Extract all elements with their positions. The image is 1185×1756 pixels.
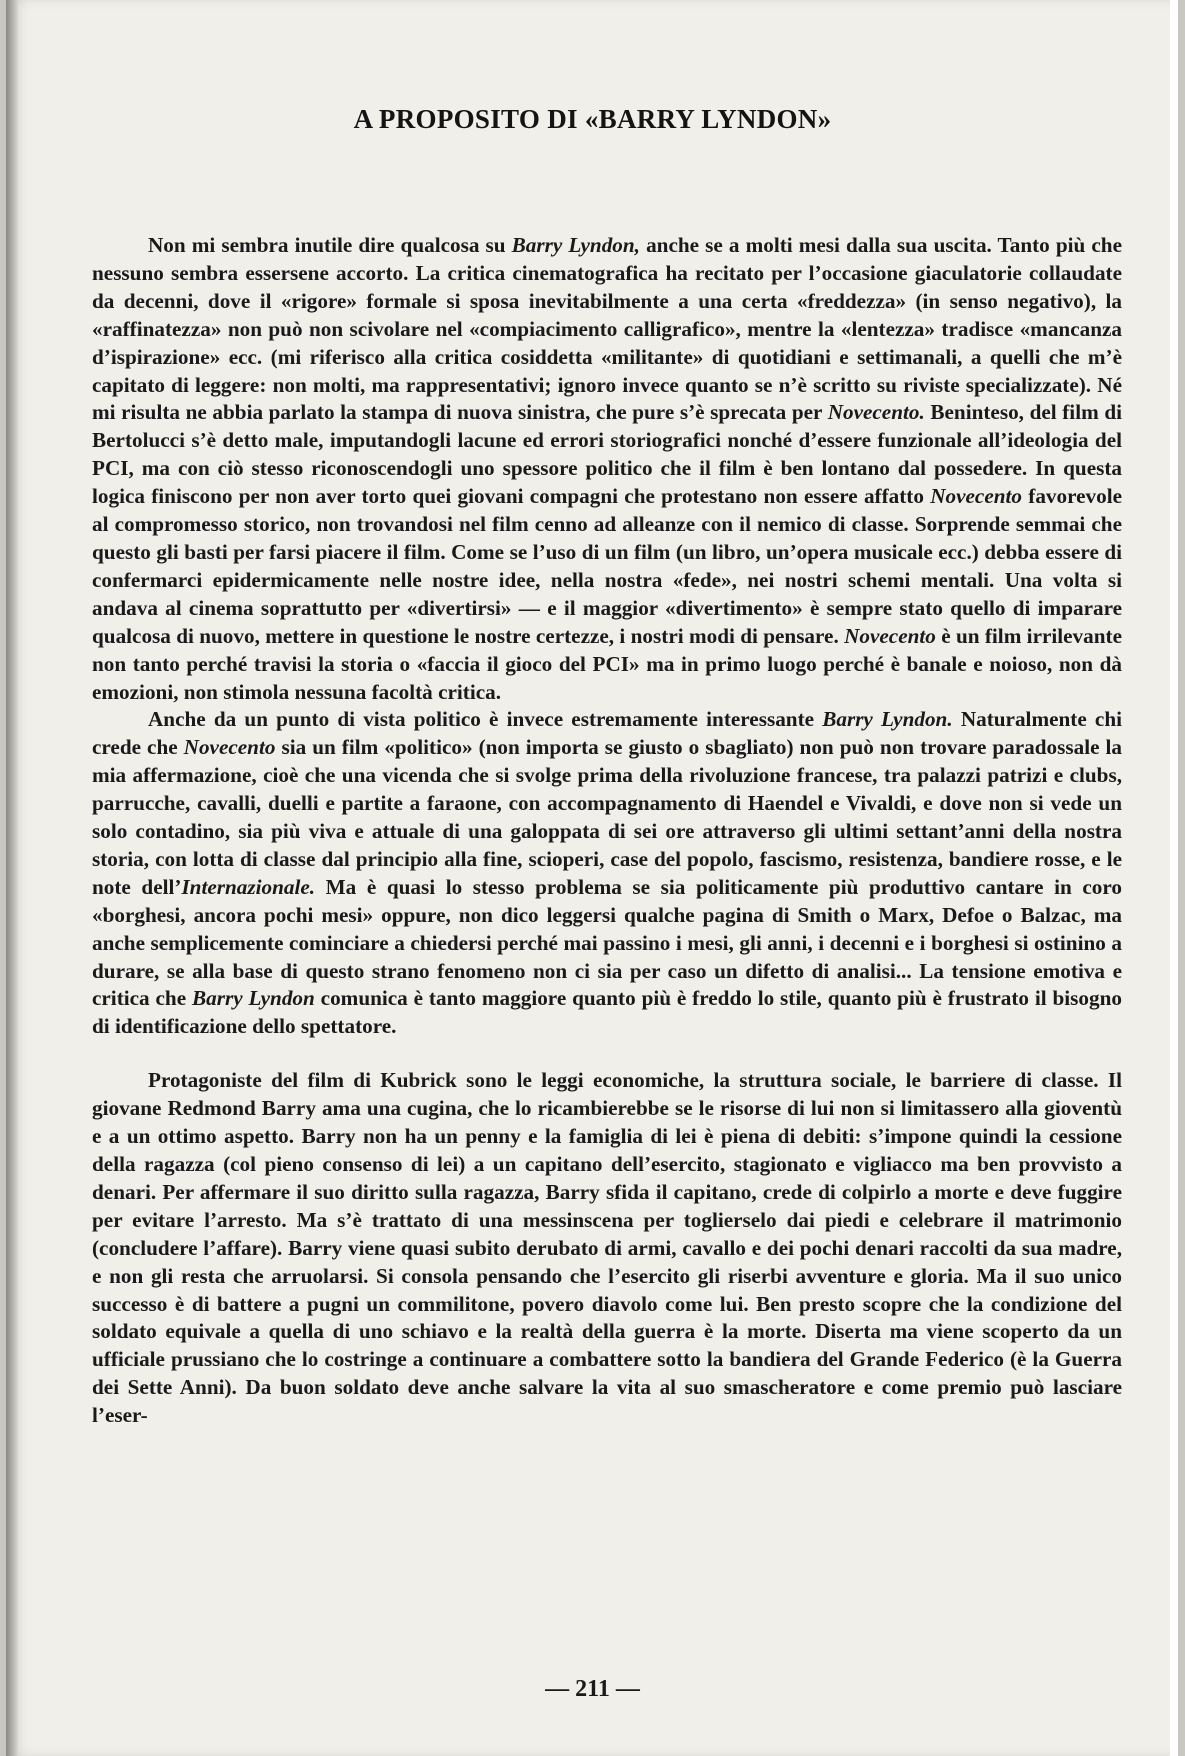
page-edge: [1170, 0, 1178, 1756]
paragraph-1: Non mi sembra inutile dire qualcosa su Barry Lyndon, anche se a molti mesi dalla sua uscita. Tanto più che nessuno sembra essersene accorto. La critica cinematografica ha recitato per l’occasione giaculatorie collaudate da decenni, dove il «rigore» formale si sposa inevitabilmente a una certa «freddezza» (in senso negativo), la «raffinatezza» non può non scivolare nel «compiacimento calligrafico», mentre la «lentezza» tradisce «mancanza d’ispirazione» ecc. (mi riferisco alla critica cosiddetta «militante» di quotidiani e settimanali, a quelli che m’è capitato di leggere: non molti, ma rappresentativi; ignoro invece quanto se n’è scritto su riviste specializzate). Né mi risulta ne abbia parlato la stampa di nuova sinistra, che pure s’è sprecata per Novecento. Beninteso, del film di Bertolucci s’è detto male, imputandogli lacune ed errori storiografici nonché d’essere funzionale all’ideologia del PCI, ma con ciò stesso riconoscendogli uno spessore politico che il film è ben lontano dal possedere. In questa logica finiscono per non aver torto quei giovani compagni che protestano non essere affatto Novecento favorevole al compromesso storico, non trovandosi nel film cenno ad alleanze con il nemico di classe. Sorprende semmai che questo gli basti per farsi piacere il film. Come se l’uso di un film (un libro, un’opera musicale ecc.) debba essere di confermarci epidermicamente nelle nostre idee, nella nostra «fede», nei nostri schemi mentali. Una volta si andava al cinema soprattutto per «divertirsi» — e il maggior «divertimento» è sempre stato quello di imparare qualcosa di nuovo, mettere in questione le nostre certezze, i nostri modi di pensare. Novecento è un film irrilevante non tanto perché travisi la storia o «faccia il gioco del PCI» ma in primo luogo perché è banale e noioso, non dà emozioni, non stimola nessuna facoltà critica.: [92, 233, 1123, 704]
article-body: [92, 232, 1122, 1430]
article-title: A PROPOSITO DI «BARRY LYNDON»: [353, 104, 832, 134]
page-number: — 211 —: [545, 1676, 640, 1702]
paragraph-3: Protagoniste del film di Kubrick sono le leggi economiche, la struttura sociale, le barriere di classe. Il giovane Redmond Barry ama una cugina, che lo ricambierebbe se le risorse di lui non si limitassero alla gioventù e a un ottimo aspetto. Barry non ha un penny e la famiglia di lei è piena di debiti: s’impone quindi la cessione della ragazza (col pieno consenso di lei) a un capitano dell’esercito, stagionato e vigliacco ma ben provvisto a denari. Per affermare il suo diritto sulla ragazza, Barry sfida il capitano, crede di colpirlo a morte e deve fuggire per evitare l’arresto. Ma s’è trattato di una messinscena per toglierselo dai piedi e celebrare il matrimonio (concludere l’affare). Barry viene quasi subito derubato di armi, cavallo e dei pochi denari raccolti da sua madre, e non gli resta che arruolarsi. Si consola pensando che l’esercito gli riserbi avventure e gloria. Ma il suo unico successo è di battere a pugni un commilitone, povero diavolo come lui. Ben presto scopre che la condizione del soldato equivale a quella di uno schiavo e la realtà della guerra è la morte. Diserta ma viene scoperto da un ufficiale prussiano che lo costringe a continuare a combattere sotto la bandiera del Grande Federico (è la Guerra dei Sette Anni). Da buon soldato deve anche salvare la vita al suo smascheratore e come premio può lasciare l’eser-: [92, 1068, 1122, 1428]
binding-shadow: [6, 0, 18, 1756]
paragraph-2: Anche da un punto di vista politico è invece estremamente interessante Barry Lyndon. Naturalmente chi crede che Novecento sia un film «politico» (non importa se giusto o sbagliato) non può non trovare paradossale la mia affermazione, cioè che una vicenda che si svolge prima della rivoluzione francese, tra palazzi patrizi e clubs, parrucche, cavalli, duelli e partite a faraone, con accompagnamento di Haendel e Vivaldi, e dove non si vede un solo contadino, sia più viva e attuale di una galoppata di sei ore attraverso gli ultimi settant’anni della nostra storia, con lotta di classe dal principio alla fine, scioperi, case del popolo, fascismo, resistenza, bandiere rosse, e le note dell’Internazionale. Ma è quasi lo stesso problema se sia politicamente più produttivo cantare in coro «borghesi, ancora pochi mesi» oppure, non dico leggersi qualche pagina di Smith o Marx, Defoe o Balzac, ma anche semplicemente cominciare a chiedersi perché mai passino i mesi, gli anni, i decenni e i borghesi si ostinino a durare, se alla base di questo strano fenomeno non ci sia per caso un difetto di analisi... La tensione emotiva e critica che Barry Lyndon comunica è tanto maggiore quanto più è freddo lo stile, quanto più è frustrato il bisogno di identificazione dello spettatore.: [92, 707, 1123, 1039]
